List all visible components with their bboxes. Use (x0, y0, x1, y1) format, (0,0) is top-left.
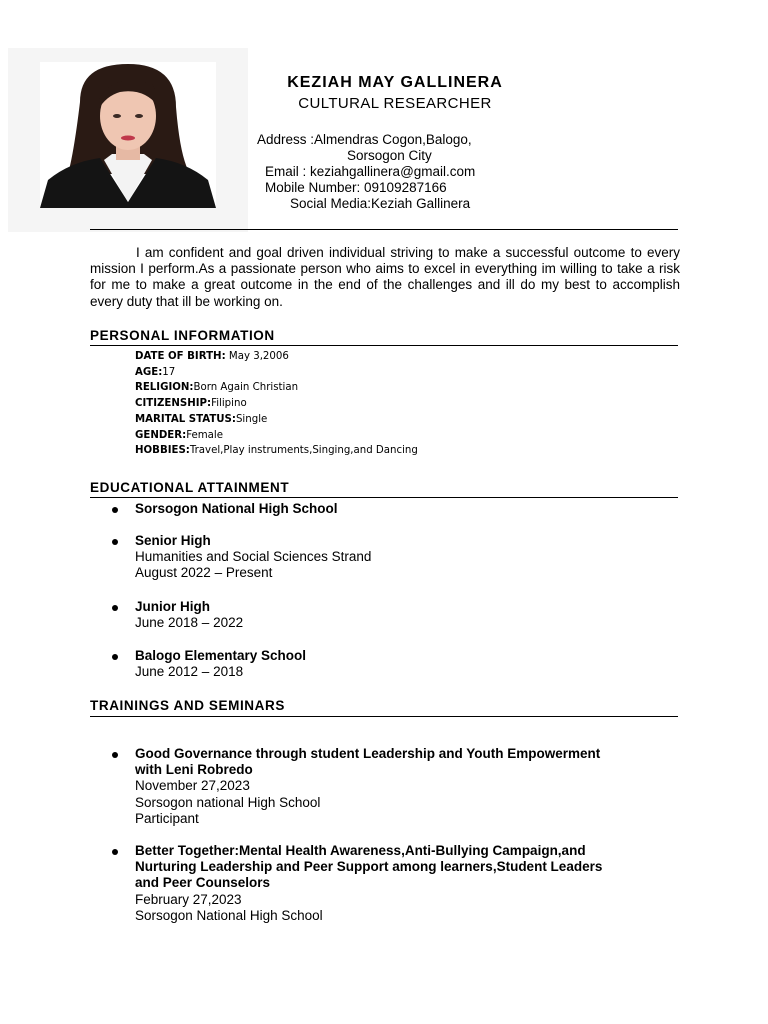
objective-text: I am confident and goal driven individual striving to make a successful outcome to every mission I perform.As a passionate person who aims to excel in everything im willing to take a risk for me to make a great outcome in the end of the challenges and ill do my best to accomplish every duty that ill be working on. (90, 245, 680, 309)
applicant-name: KEZIAH MAY GALLINERA (287, 74, 503, 91)
personal-info-divider (90, 345, 678, 346)
trainings-divider (90, 716, 678, 717)
bullet-icon (112, 539, 118, 545)
personal-info-row: AGE:17 (135, 366, 176, 378)
personal-info-row: HOBBIES:Travel,Play instruments,Singing,and Dancing (135, 445, 418, 457)
bullet-icon (112, 605, 118, 611)
personal-info-row: MARITAL STATUS:Single (135, 413, 268, 425)
bullet-icon (112, 849, 118, 855)
trainings-heading: TRAININGS AND SEMINARS (90, 698, 285, 713)
social-media-line: Social Media:Keziah Gallinera (290, 196, 471, 211)
objective-paragraph (90, 245, 680, 310)
bullet-icon (112, 752, 118, 758)
education-heading: EDUCATIONAL ATTAINMENT (90, 480, 290, 495)
address-line-2: Sorsogon City (347, 148, 432, 163)
personal-info-list (135, 349, 418, 459)
address-line-1: Address :Almendras Cogon,Balogo, (257, 132, 472, 147)
personal-info-row: CITIZENSHIP:Filipino (135, 398, 247, 410)
bullet-icon (112, 507, 118, 513)
training-item: Good Governance through student Leadership and Youth Empowerment with Leni Robredo November 27,2023 Sorsogon national High School Participant (135, 746, 601, 826)
applicant-role: CULTURAL RESEARCHER (298, 95, 492, 112)
profile-photo-frame (8, 48, 248, 232)
training-item: Better Together:Mental Health Awareness,Anti-Bullying Campaign,and Nurturing Leadership and Peer Support among learners,Student Leaders and Peer Counselors February 27,2023 Sorsogon National High School (135, 843, 603, 923)
education-divider (90, 497, 678, 498)
education-item: Sorsogon National High School (135, 501, 338, 516)
profile-photo (40, 62, 216, 208)
mobile-line: Mobile Number: 09109287166 (265, 180, 447, 195)
personal-info-heading: PERSONAL INFORMATION (90, 328, 275, 343)
bullet-icon (112, 654, 118, 660)
header-divider (90, 229, 678, 230)
education-item: Junior High June 2018 – 2022 (135, 599, 244, 631)
personal-info-row: DATE OF BIRTH: May 3,2006 (135, 351, 289, 362)
education-item: Senior High Humanities and Social Sciences Strand August 2022 – Present (135, 533, 372, 581)
education-item: Balogo Elementary School June 2012 – 2018 (135, 648, 307, 680)
email-line: Email : keziahgallinera@gmail.com (265, 164, 476, 179)
personal-info-row: RELIGION:Born Again Christian (135, 382, 299, 394)
personal-info-row: GENDER:Female (135, 429, 224, 441)
